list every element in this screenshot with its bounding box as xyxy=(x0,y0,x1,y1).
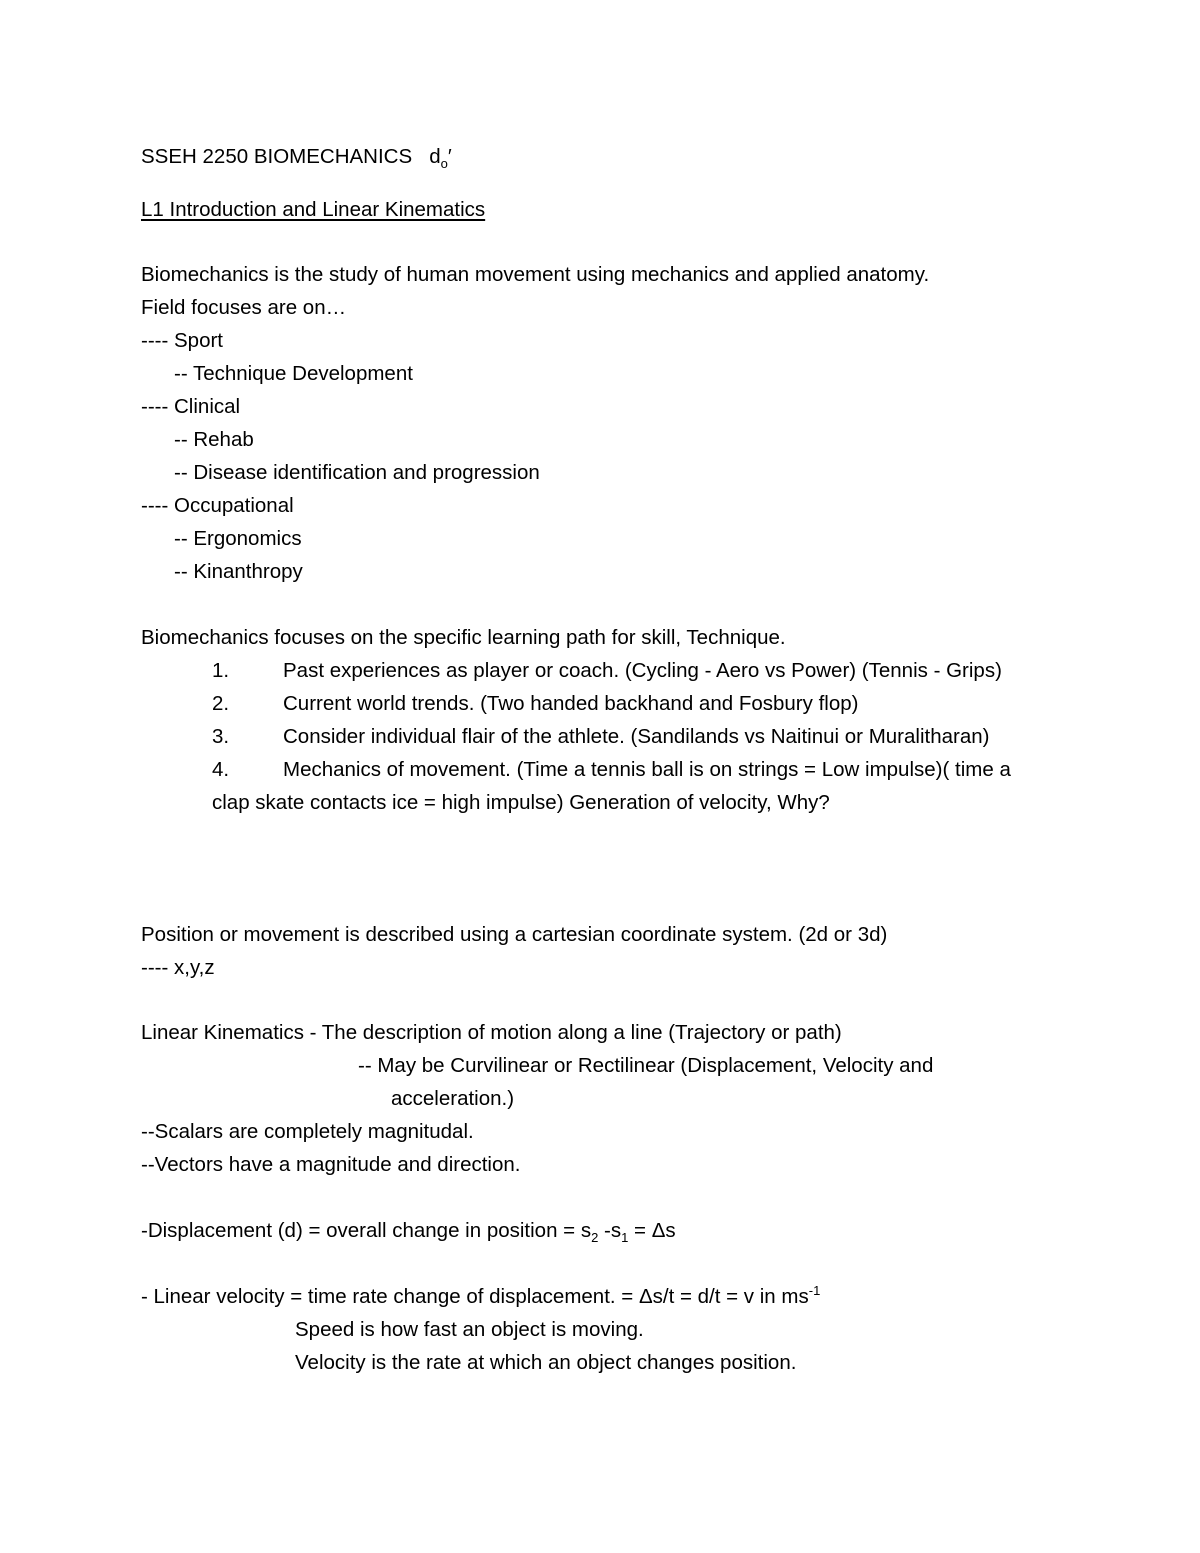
scalars-line: --Scalars are completely magnitudal. xyxy=(141,1120,474,1143)
focus-item: ---- Occupational xyxy=(141,494,294,517)
kinematics-definition: Linear Kinematics - The description of motion along a line (Trajectory or path) xyxy=(141,1021,842,1044)
list-item-text: Mechanics of movement. (Time a tennis ball is on strings = Low impulse)( time a xyxy=(283,758,1011,781)
symbol-sub: o xyxy=(440,156,448,172)
velocity-definition: Velocity is the rate at which an object changes position. xyxy=(295,1351,797,1374)
list-item-continuation: clap skate contacts ice = high impulse) Generation of velocity, Why? xyxy=(212,791,830,814)
focus-subitem: -- Disease identification and progression xyxy=(174,461,540,484)
list-number: 3. xyxy=(212,725,230,748)
focus-subitem: -- Ergonomics xyxy=(174,527,302,550)
list-number: 4. xyxy=(212,758,230,781)
course-title: SSEH 2250 BIOMECHANICS xyxy=(141,145,413,168)
list-item-text: Current world trends. (Two handed backhand and Fosbury flop) xyxy=(283,692,859,715)
kinematics-sub1: -- May be Curvilinear or Rectilinear (Displacement, Velocity and xyxy=(358,1054,934,1077)
kinematics-sub2: acceleration.) xyxy=(391,1087,515,1110)
list-number: 2. xyxy=(212,692,230,715)
list-item-text: Consider individual flair of the athlete. (Sandilands vs Naitinui or Muralitharan) xyxy=(283,725,990,748)
vectors-line: --Vectors have a magnitude and direction. xyxy=(141,1153,521,1176)
course-heading xyxy=(141,144,452,170)
list-item-text: Past experiences as player or coach. (Cycling - Aero vs Power) (Tennis - Grips) xyxy=(283,659,1002,682)
focus-subitem: -- Rehab xyxy=(174,428,254,451)
symbol-d: d xyxy=(429,145,441,168)
displacement-end: = Δs xyxy=(628,1219,676,1242)
symbol-prime: ′ xyxy=(447,145,452,168)
focus-subitem: -- Technique Development xyxy=(174,362,413,385)
displacement-mid: -s xyxy=(598,1219,622,1242)
definition-line: Biomechanics is the study of human movement using mechanics and applied anatomy. xyxy=(141,263,930,286)
focus-subitem: -- Kinanthropy xyxy=(174,560,303,583)
focus-item: ---- Sport xyxy=(141,329,223,352)
technique-lead: Biomechanics focuses on the specific learning path for skill, Technique. xyxy=(141,626,786,649)
list-number: 1. xyxy=(212,659,230,682)
focus-lead: Field focuses are on… xyxy=(141,296,347,319)
displacement-text: -Displacement (d) = overall change in position = s xyxy=(141,1219,592,1242)
displacement-line xyxy=(141,1218,676,1244)
axes-line: ---- x,y,z xyxy=(141,956,215,979)
velocity-line xyxy=(141,1284,820,1310)
subscript-2: 2 xyxy=(591,1230,599,1246)
unit-superscript: -1 xyxy=(808,1283,821,1299)
coordinate-system-line: Position or movement is described using a cartesian coordinate system. (2d or 3d) xyxy=(141,923,888,946)
lecture-title: L1 Introduction and Linear Kinematics xyxy=(141,198,486,221)
speed-definition: Speed is how fast an object is moving. xyxy=(295,1318,644,1341)
focus-item: ---- Clinical xyxy=(141,395,241,418)
subscript-1: 1 xyxy=(621,1230,629,1246)
velocity-text: - Linear velocity = time rate change of displacement. = Δs/t = d/t = v in ms xyxy=(141,1285,809,1308)
